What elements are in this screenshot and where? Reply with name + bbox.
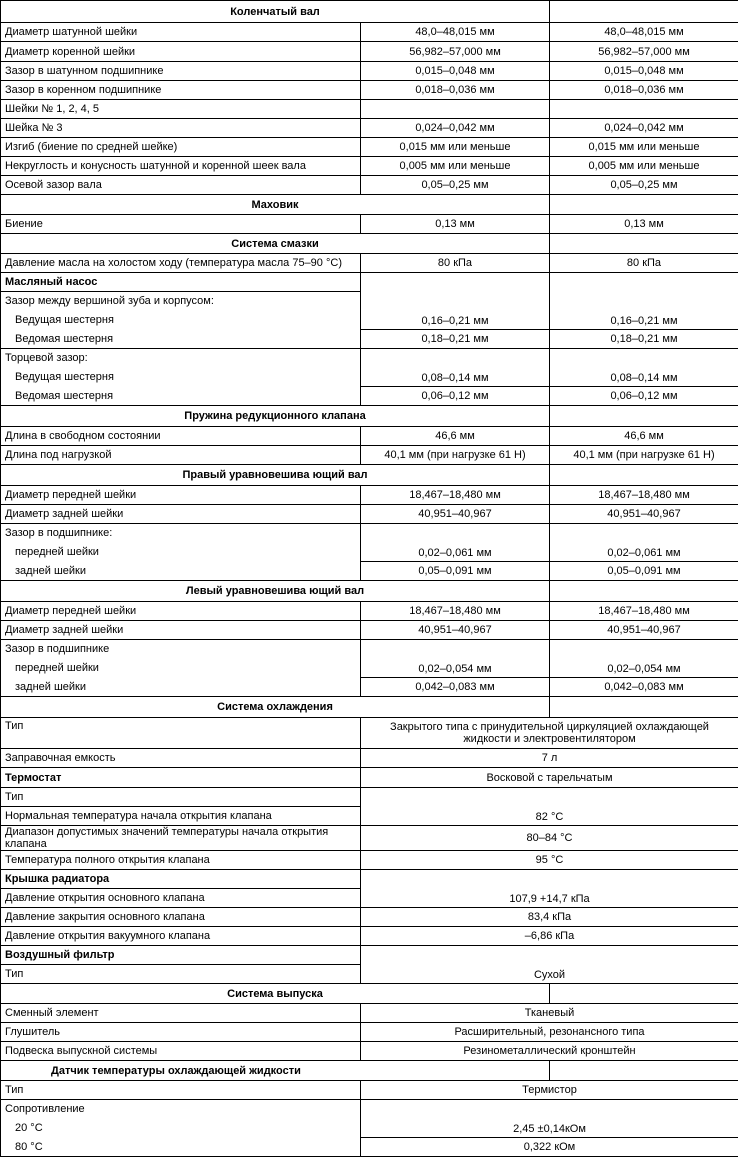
row-label: 80 °С bbox=[1, 1138, 361, 1157]
section-title-cooling: Система охлаждения bbox=[1, 697, 550, 718]
section-title-flywheel: Маховик bbox=[1, 195, 550, 215]
row-label: Тип bbox=[1, 1081, 361, 1100]
row-label: Сопротивление bbox=[1, 1100, 361, 1119]
row-value: 40,951–40,967 bbox=[361, 621, 550, 640]
table-row bbox=[1, 215, 738, 234]
row-value: 18,467–18,480 мм bbox=[361, 602, 550, 621]
row-value: 18,467–18,480 мм bbox=[550, 486, 738, 505]
row-value: 0,024–0,042 мм bbox=[550, 119, 738, 138]
table-row bbox=[1, 927, 738, 946]
row-value: 0,05–0,25 мм bbox=[361, 176, 550, 195]
row-value: 0,042–0,083 мм bbox=[361, 678, 550, 697]
row-label: 20 °С bbox=[1, 1119, 361, 1138]
row-label: Диаметр передней шейки bbox=[1, 486, 361, 505]
table-row bbox=[1, 505, 738, 524]
row-label: задней шейки bbox=[1, 678, 361, 697]
row-label: Шейки № 1, 2, 4, 5 bbox=[1, 100, 361, 119]
row-label: передней шейки bbox=[1, 659, 361, 678]
row-value bbox=[361, 100, 550, 119]
row-value: Восковой с тарельчатым bbox=[361, 768, 738, 788]
row-value: 0,18–0,21 мм bbox=[361, 330, 550, 349]
row-value: 56,982–57,000 мм bbox=[550, 42, 738, 62]
row-value: 83,4 кПа bbox=[361, 908, 738, 927]
table-row bbox=[1, 602, 738, 621]
subsection-title-oil-pump: Масляный насос bbox=[1, 273, 361, 292]
table-row bbox=[1, 946, 738, 965]
row-label: Биение bbox=[1, 215, 361, 234]
row-label: Зазор в подшипнике bbox=[1, 640, 361, 659]
table-row bbox=[1, 138, 738, 157]
row-label: Зазор в шатунном подшипнике bbox=[1, 62, 361, 81]
row-value: Закрытого типа с принудительной циркуляцией охлаждающей жидкости и электровентилятором bbox=[361, 718, 738, 749]
row-value: 107,9 +14,7 кПа bbox=[361, 870, 738, 908]
section-header-row bbox=[1, 1, 738, 23]
table-row bbox=[1, 42, 738, 62]
row-value: 0,02–0,061 мм bbox=[361, 524, 550, 562]
row-label: Изгиб (биение по средней шейке) bbox=[1, 138, 361, 157]
row-value: Термистор bbox=[361, 1081, 738, 1100]
row-value: 0,042–0,083 мм bbox=[550, 678, 738, 697]
row-value: 0,024–0,042 мм bbox=[361, 119, 550, 138]
table-row bbox=[1, 908, 738, 927]
row-label: передней шейки bbox=[1, 543, 361, 562]
section-title-relief-spring: Пружина редукционного клапана bbox=[1, 406, 550, 427]
row-value: 56,982–57,000 мм bbox=[361, 42, 550, 62]
table-row bbox=[1, 330, 738, 349]
row-value: 46,6 мм bbox=[361, 427, 550, 446]
section-title-exhaust: Система выпуска bbox=[1, 984, 550, 1004]
table-row bbox=[1, 718, 738, 749]
section-header-row bbox=[1, 984, 738, 1004]
row-value: 80 кПа bbox=[361, 254, 550, 273]
table-row bbox=[1, 446, 738, 465]
row-label: Шейка № 3 bbox=[1, 119, 361, 138]
row-label: Диаметр коренной шейки bbox=[1, 42, 361, 62]
row-label: Давление закрытия основного клапана bbox=[1, 908, 361, 927]
row-label: Глушитель bbox=[1, 1023, 361, 1042]
row-value: 95 °С bbox=[361, 851, 738, 870]
row-label: Ведущая шестерня bbox=[1, 311, 361, 330]
table-row bbox=[1, 1081, 738, 1100]
row-value: 0,13 мм bbox=[361, 215, 550, 234]
row-label: Диапазон допустимых значений температуры начала открытия клапана bbox=[1, 826, 361, 851]
table-row bbox=[1, 486, 738, 505]
table-row bbox=[1, 119, 738, 138]
table-row bbox=[1, 349, 738, 368]
row-label: Ведомая шестерня bbox=[1, 330, 361, 349]
row-label: Давление масла на холостом ходу (температура масла 75–90 °С) bbox=[1, 254, 361, 273]
row-value: 0,015–0,048 мм bbox=[550, 62, 738, 81]
row-label: Длина под нагрузкой bbox=[1, 446, 361, 465]
row-label: Диаметр задней шейки bbox=[1, 505, 361, 524]
row-value: 0,06–0,12 мм bbox=[361, 387, 550, 406]
row-value: 0,08–0,14 мм bbox=[550, 349, 738, 387]
row-value: 7 л bbox=[361, 749, 738, 768]
section-title-lubrication: Система смазки bbox=[1, 234, 550, 254]
row-value: 0,02–0,061 мм bbox=[550, 524, 738, 562]
row-label: Давление открытия основного клапана bbox=[1, 889, 361, 908]
row-value: 40,1 мм (при нагрузке 61 Н) bbox=[361, 446, 550, 465]
row-label: Диаметр шатунной шейки bbox=[1, 23, 361, 42]
row-label: Некруглость и конусность шатунной и коренной шеек вала bbox=[1, 157, 361, 176]
row-value: 0,015 мм или меньше bbox=[361, 138, 550, 157]
row-value: 48,0–48,015 мм bbox=[361, 23, 550, 42]
row-value: 80–84 °С bbox=[361, 826, 738, 851]
row-value: 0,06–0,12 мм bbox=[550, 387, 738, 406]
row-value: 46,6 мм bbox=[550, 427, 738, 446]
table-row bbox=[1, 678, 738, 697]
table-row bbox=[1, 23, 738, 42]
section-header-row bbox=[1, 1061, 738, 1081]
row-value: 0,16–0,21 мм bbox=[550, 273, 738, 330]
section-title-right-balance-shaft: Правый уравновешива ющий вал bbox=[1, 465, 550, 486]
row-value: 40,951–40,967 bbox=[361, 505, 550, 524]
row-value: 0,05–0,25 мм bbox=[550, 176, 738, 195]
row-value: 40,951–40,967 bbox=[550, 505, 738, 524]
table-row bbox=[1, 1042, 738, 1061]
row-label: Тип bbox=[1, 965, 361, 984]
row-value: 0,018–0,036 мм bbox=[361, 81, 550, 100]
table-row bbox=[1, 749, 738, 768]
row-value: 0,16–0,21 мм bbox=[361, 273, 550, 330]
row-label: Длина в свободном состоянии bbox=[1, 427, 361, 446]
table-row bbox=[1, 870, 738, 889]
row-value: 0,322 кОм bbox=[361, 1138, 738, 1157]
row-label: Сменный элемент bbox=[1, 1004, 361, 1023]
table-row bbox=[1, 176, 738, 195]
table-row bbox=[1, 788, 738, 807]
row-value: 18,467–18,480 мм bbox=[361, 486, 550, 505]
row-label: Тип bbox=[1, 788, 361, 807]
row-label: Диаметр задней шейки bbox=[1, 621, 361, 640]
table-row bbox=[1, 100, 738, 119]
section-header-row bbox=[1, 465, 738, 486]
row-label: Заправочная емкость bbox=[1, 749, 361, 768]
section-header-row bbox=[1, 581, 738, 602]
table-row bbox=[1, 562, 738, 581]
table-row bbox=[1, 621, 738, 640]
table-row bbox=[1, 1004, 738, 1023]
row-label: Зазор в подшипнике: bbox=[1, 524, 361, 543]
row-value: 0,18–0,21 мм bbox=[550, 330, 738, 349]
row-label: Зазор в коренном подшипнике bbox=[1, 81, 361, 100]
row-value: 0,005 мм или меньше bbox=[361, 157, 550, 176]
row-value: 0,005 мм или меньше bbox=[550, 157, 738, 176]
row-value: Резинометаллический кронштейн bbox=[361, 1042, 738, 1061]
table-row bbox=[1, 1100, 738, 1119]
subsection-title-radiator-cap: Крышка радиатора bbox=[1, 870, 361, 889]
row-label: Торцевой зазор: bbox=[1, 349, 361, 368]
table-row bbox=[1, 826, 738, 851]
table-row bbox=[1, 427, 738, 446]
table-row bbox=[1, 768, 738, 788]
row-value: 0,015–0,048 мм bbox=[361, 62, 550, 81]
row-value: 40,951–40,967 bbox=[550, 621, 738, 640]
row-label: задней шейки bbox=[1, 562, 361, 581]
section-header-row bbox=[1, 406, 738, 427]
row-value bbox=[550, 100, 738, 119]
table-row bbox=[1, 524, 738, 543]
row-value: Сухой bbox=[361, 946, 738, 984]
row-value: 0,018–0,036 мм bbox=[550, 81, 738, 100]
table-row bbox=[1, 273, 738, 292]
row-label: Диаметр передней шейки bbox=[1, 602, 361, 621]
row-label: Температура полного открытия клапана bbox=[1, 851, 361, 870]
row-label: Ведомая шестерня bbox=[1, 387, 361, 406]
row-value: Расширительный, резонансного типа bbox=[361, 1023, 738, 1042]
row-value: 0,05–0,091 мм bbox=[361, 562, 550, 581]
row-label: Осевой зазор вала bbox=[1, 176, 361, 195]
row-label: Давление открытия вакуумного клапана bbox=[1, 927, 361, 946]
row-value: 0,015 мм или меньше bbox=[550, 138, 738, 157]
row-value: 0,02–0,054 мм bbox=[550, 640, 738, 678]
section-header-row bbox=[1, 234, 738, 254]
row-value: 40,1 мм (при нагрузке 61 Н) bbox=[550, 446, 738, 465]
table-row bbox=[1, 1138, 738, 1157]
table-row bbox=[1, 387, 738, 406]
row-label: Нормальная температура начала открытия клапана bbox=[1, 807, 361, 826]
table-row bbox=[1, 81, 738, 100]
section-title-left-balance-shaft: Левый уравновешива ющий вал bbox=[1, 581, 550, 602]
row-value: 48,0–48,015 мм bbox=[550, 23, 738, 42]
row-label: Зазор между вершиной зуба и корпусом: bbox=[1, 292, 361, 311]
row-label: Тип bbox=[1, 718, 361, 749]
row-value: 0,05–0,091 мм bbox=[550, 562, 738, 581]
row-value: –6,86 кПа bbox=[361, 927, 738, 946]
table-row bbox=[1, 62, 738, 81]
subsection-title-thermostat: Термостат bbox=[1, 768, 361, 788]
row-value: 0,02–0,054 мм bbox=[361, 640, 550, 678]
table-row bbox=[1, 851, 738, 870]
row-value: 0,08–0,14 мм bbox=[361, 349, 550, 387]
table-row bbox=[1, 254, 738, 273]
row-value: 2,45 ±0,14кОм bbox=[361, 1100, 738, 1138]
row-value: 82 °С bbox=[361, 788, 738, 826]
row-value: 18,467–18,480 мм bbox=[550, 602, 738, 621]
row-value: 0,13 мм bbox=[550, 215, 738, 234]
section-header-row bbox=[1, 195, 738, 215]
table-row bbox=[1, 640, 738, 659]
table-row bbox=[1, 1023, 738, 1042]
row-value: 80 кПа bbox=[550, 254, 738, 273]
section-title-crankshaft: Коленчатый вал bbox=[1, 1, 550, 23]
subsection-title-air-filter: Воздушный фильтр bbox=[1, 946, 361, 965]
row-label: Ведущая шестерня bbox=[1, 368, 361, 387]
row-label: Подвеска выпускной системы bbox=[1, 1042, 361, 1061]
section-title-coolant-sensor: Датчик температуры охлаждающей жидкости bbox=[1, 1061, 550, 1081]
row-value: Тканевый bbox=[361, 1004, 738, 1023]
section-header-row bbox=[1, 697, 738, 718]
table-row bbox=[1, 157, 738, 176]
